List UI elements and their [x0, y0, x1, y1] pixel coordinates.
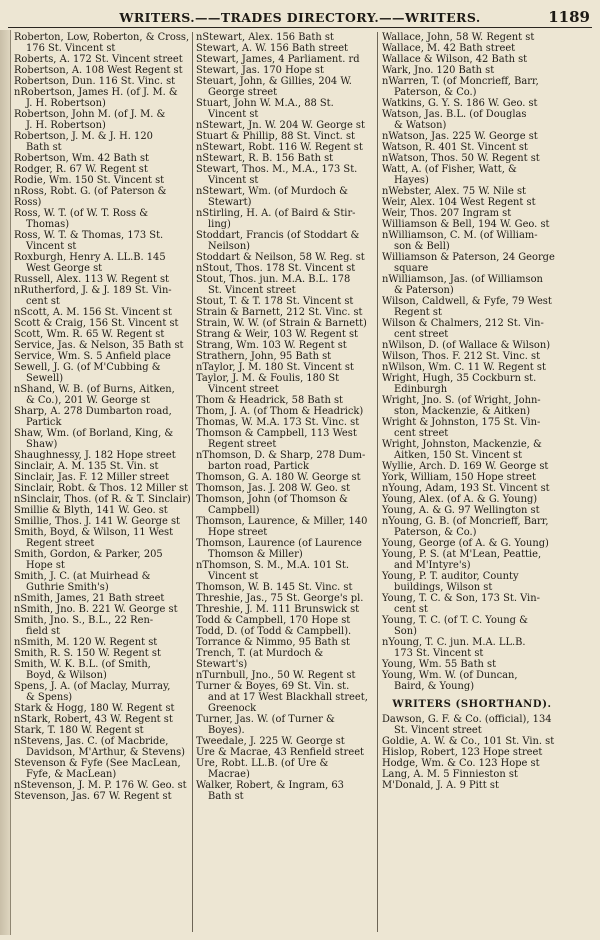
directory-entry-continuation: and at 17 West Blackhall street, [208, 692, 368, 703]
directory-entry: Watt, A. (of Fisher, Watt, & [382, 164, 517, 175]
directory-entry: Taylor, J. M. & Foulis, 180 St [196, 373, 340, 384]
directory-entry: nWatson, Jas. 225 W. George st [382, 131, 538, 142]
directory-entry: Shaw, Wm. (of Borland, King, & [14, 428, 174, 439]
directory-entry-continuation: & Co.), 201 W. George st [26, 395, 150, 406]
directory-entry-continuation: Thomson & Miller) [208, 549, 303, 560]
directory-entry-continuation: St. Vincent street [208, 285, 296, 296]
directory-entry-continuation: Fyfe, & MacLean) [26, 769, 117, 780]
directory-entry: nYoung, G. B. (of Moncrieff, Barr, [382, 516, 549, 527]
directory-entry: nStewart, Jn. W. 204 W. George st [196, 120, 365, 131]
directory-entry-continuation: St. Vincent street [394, 725, 482, 736]
directory-entry: nWebster, Alex. 75 W. Nile st [382, 186, 527, 197]
directory-entry: Williamson & Paterson, 24 George [382, 252, 555, 263]
directory-entry: nWilson, D. (of Wallace & Wilson) [382, 340, 551, 351]
directory-entry: Service, Wm. S. 5 Anfield place [14, 351, 171, 362]
directory-entry-continuation: Vincent st [208, 175, 259, 186]
directory-entry-continuation: son & Bell) [394, 241, 450, 252]
directory-entry: nStevens, Jas. C. (of Macbride, [14, 736, 169, 747]
directory-entry: M'Donald, J. A. 9 Pitt st [382, 780, 499, 791]
directory-entry: nThomson, D. & Sharp, 278 Dum- [196, 450, 366, 461]
directory-entry-continuation: Vincent st [26, 241, 77, 252]
directory-entry-continuation: Regent st [394, 307, 442, 318]
directory-entry-continuation: Boyes). [208, 725, 245, 736]
directory-entry-continuation: Macrae) [208, 769, 250, 780]
directory-entry: Weir, Thos. 207 Ingram st [382, 208, 512, 219]
directory-entry: Wright, Jno. S. (of Wright, John- [382, 395, 541, 406]
directory-entry: Thomson, John (of Thomson & [196, 494, 348, 505]
directory-entry-continuation: J. H. Robertson) [26, 120, 106, 131]
directory-entry: nScott, A. M. 156 St. Vincent st [14, 307, 172, 318]
directory-entry: Service, Jas. & Nelson, 35 Bath st [14, 340, 184, 351]
directory-entry-continuation: cent street [394, 329, 449, 340]
directory-entry: Strain & Barnett, 212 St. Vinc. st [196, 307, 363, 318]
directory-entry: Todd, D. (of Todd & Campbell). [196, 626, 352, 637]
binding-margin [0, 30, 11, 935]
directory-entry: nSmith, Jno. B. 221 W. George st [14, 604, 178, 615]
directory-entry-continuation: barton road, Partick [208, 461, 309, 472]
directory-entry-continuation: cent st [26, 296, 60, 307]
directory-entry-continuation: Bath st [208, 791, 244, 802]
directory-entry-continuation: buildings, Wilson st [394, 582, 493, 593]
directory-entry-continuation: Sewell) [26, 373, 64, 384]
directory-entry: Thom, J. A. (of Thom & Headrick) [196, 406, 364, 417]
directory-entry: Wark, Jno. 120 Bath st [382, 65, 495, 76]
directory-entry-continuation: Stewart) [208, 197, 252, 208]
directory-entry-continuation: Bath st [26, 142, 62, 153]
directory-entry: nStout, Thos. 178 St. Vincent st [196, 263, 356, 274]
directory-entry: Stark & Hogg, 180 W. Regent st [14, 703, 175, 714]
directory-entry: Stark, T. 180 W. Regent st [14, 725, 144, 736]
directory-entry: Ross, W. T. & Thomas, 173 St. [14, 230, 164, 241]
directory-entry: Ure, Robt. LL.B. (of Ure & [196, 758, 329, 769]
directory-entry: Wilson, Caldwell, & Fyfe, 79 West [382, 296, 552, 307]
directory-entry: Torrance & Nimmo, 95 Bath st [196, 637, 350, 648]
directory-entry: Robertson, John M. (of J. M. & [14, 109, 166, 120]
directory-entry-continuation: Paterson, & Co.) [394, 87, 477, 98]
directory-entry: Spens, J. A. (of Maclay, Murray, [14, 681, 171, 692]
directory-entry: Walker, Robert, & Ingram, 63 [196, 780, 344, 791]
column-1 [14, 32, 192, 802]
directory-entry: nSmith, M. 120 W. Regent st [14, 637, 158, 648]
directory-entry: Scott & Craig, 156 St. Vincent st [14, 318, 179, 329]
directory-entry: Strathern, John, 95 Bath st [196, 351, 332, 362]
directory-entry: nTurnbull, Jno., 50 W. Regent st [196, 670, 356, 681]
directory-entry: Stevenson & Fyfe (See MacLean, [14, 758, 181, 769]
directory-entry: Wallace, M. 42 Bath street [382, 43, 516, 54]
directory-entry-continuation: Neilson) [208, 241, 251, 252]
directory-entry: Stoddart & Neilson, 58 W. Reg. st [196, 252, 365, 263]
directory-entry: nRutherford, J. & J. 189 St. Vin- [14, 285, 172, 296]
directory-entry: Sinclair, A. M. 135 St. Vin. st [14, 461, 159, 472]
directory-entry: Watson, R. 401 St. Vincent st [382, 142, 528, 153]
directory-entry: Goldie, A. W. & Co., 101 St. Vin. st [382, 736, 555, 747]
directory-entry: Stout, T. & T. 178 St. Vincent st [196, 296, 354, 307]
page-number: 1189 [548, 8, 590, 26]
directory-entry: nYoung, Adam, 193 St. Vincent st [382, 483, 550, 494]
directory-entry-continuation: ling) [208, 219, 231, 230]
directory-entry: Threshie, J. M. 111 Brunswick st [196, 604, 360, 615]
directory-entry-continuation: Edinburgh [394, 384, 448, 395]
directory-entry: Robertson, J. M. & J. H. 120 [14, 131, 153, 142]
directory-entry: Smillie, Thos. J. 141 W. George st [14, 516, 181, 527]
directory-entry-continuation: Shaw) [26, 439, 58, 450]
directory-entry-continuation: 173 St. Vincent st [394, 648, 484, 659]
directory-entry: Stewart, Thos. M., M.A., 173 St. [196, 164, 358, 175]
directory-entry: Thomas, W. M.A. 173 St. Vinc. st [196, 417, 360, 428]
directory-entry: Steuart, John, & Gillies, 204 W. [196, 76, 352, 87]
directory-entry: nTaylor, J. M. 180 St. Vincent st [196, 362, 354, 373]
directory-entry: nWatson, Thos. 50 W. Regent st [382, 153, 540, 164]
directory-entry: Ross, W. T. (of W. T. Ross & [14, 208, 149, 219]
directory-entry-continuation: Regent street [208, 439, 277, 450]
directory-entry-continuation: J. H. Robertson) [26, 98, 106, 109]
directory-entry: Sinclair, Robt. & Thos. 12 Miller st [14, 483, 189, 494]
directory-entry: nWilson, Wm. C. 11 W. Regent st [382, 362, 546, 373]
directory-entry-continuation: Hope st [26, 560, 65, 571]
directory-entry: Weir, Alex. 104 West Regent st [382, 197, 536, 208]
directory-entry: Lang, A. M. 5 Finnieston st [382, 769, 518, 780]
directory-entry: Stuart & Phillip, 88 St. Vinct. st [196, 131, 355, 142]
directory-entry: Todd & Campbell, 170 Hope st [196, 615, 351, 626]
section-heading: WRITERS (SHORTHAND). [392, 699, 552, 710]
directory-entry-continuation: and M'Intyre's) [394, 560, 471, 571]
directory-entry-continuation: Hayes) [394, 175, 429, 186]
directory-entry: Stewart, James, 4 Parliament. rd [196, 54, 360, 65]
directory-entry: nStirling, H. A. (of Baird & Stir- [196, 208, 356, 219]
directory-entry: Smith, Jno. S., B.L., 22 Ren- [14, 615, 154, 626]
directory-entry: Young, Wm. 55 Bath st [382, 659, 497, 670]
directory-entry-continuation: Davidson, M'Arthur, & Stevens) [26, 747, 186, 758]
directory-entry: Smith, J. C. (at Muirhead & [14, 571, 151, 582]
directory-entry: Thomson, Laurence, & Miller, 140 [196, 516, 368, 527]
directory-entry: Rodger, R. 67 W. Regent st [14, 164, 148, 175]
directory-entry: Stoddart, Francis (of Stoddart & [196, 230, 360, 241]
directory-entry: Stuart, John W. M.A., 88 St. [196, 98, 334, 109]
directory-entry: Sharp, A. 278 Dumbarton road, [14, 406, 172, 417]
directory-entry: Robertson, Dun. 116 St. Vinc. st [14, 76, 176, 87]
directory-entry-continuation: Paterson, & Co.) [394, 527, 477, 538]
directory-entry: Smith, R. S. 150 W. Regent st [14, 648, 161, 659]
column-2 [196, 32, 374, 802]
directory-entry: nYoung, T. C. jun. M.A. LL.B. [382, 637, 526, 648]
directory-entry-continuation: Son) [394, 626, 417, 637]
directory-entry: Wallace & Wilson, 42 Bath st [382, 54, 528, 65]
directory-entry: nStark, Robert, 43 W. Regent st [14, 714, 173, 725]
directory-entry: Thomson & Campbell, 113 West [196, 428, 357, 439]
directory-entry-continuation: George street [208, 87, 278, 98]
directory-entry: nStevenson, J. M. P. 176 W. Geo. st [14, 780, 187, 791]
column-divider [192, 32, 193, 932]
header-rule [8, 27, 592, 28]
directory-entry-continuation: square [394, 263, 429, 274]
directory-entry: nStewart, R. B. 156 Bath st [196, 153, 334, 164]
directory-entry: Robertson, A. 108 West Regent st [14, 65, 183, 76]
directory-entry-continuation: Greenock [208, 703, 257, 714]
directory-entry: Hislop, Robert, 123 Hope street [382, 747, 543, 758]
directory-entry: Thom & Headrick, 58 Bath st [196, 395, 344, 406]
directory-entry: Smith, Boyd, & Wilson, 11 West [14, 527, 174, 538]
directory-entry: Wright & Johnston, 175 St. Vin- [382, 417, 541, 428]
directory-entry-continuation: field st [26, 626, 61, 637]
directory-entry: Wilson & Chalmers, 212 St. Vin- [382, 318, 544, 329]
directory-entry: nWarren, T. (of Moncrieff, Barr, [382, 76, 539, 87]
directory-entry: Wright, Hugh, 35 Cockburn st. [382, 373, 537, 384]
directory-entry: Young, George (of A. & G. Young) [382, 538, 549, 549]
column-divider [377, 32, 378, 932]
directory-entry-continuation: cent st [394, 604, 428, 615]
directory-entry: Turner, Jas. W. (of Turner & [196, 714, 335, 725]
directory-entry: Williamson & Bell, 194 W. Geo. st [382, 219, 550, 230]
directory-entry: Smith, W. K. B.L. (of Smith, [14, 659, 151, 670]
directory-entry: Thomson, G. A. 180 W. George st [196, 472, 361, 483]
directory-entry: Wyllie, Arch. D. 169 W. George st [382, 461, 549, 472]
directory-entry-continuation: Aitken, 150 St. Vincent st [394, 450, 523, 461]
directory-entry: Smith, Gordon, & Parker, 205 [14, 549, 163, 560]
directory-entry: Young, A. & G. 97 Wellington st [382, 505, 540, 516]
directory-entry-continuation: ston, Mackenzie, & Aitken) [394, 406, 531, 417]
directory-entry-continuation: Guthrie Smith's) [26, 582, 109, 593]
directory-entry: Young, T. C. & Son, 173 St. Vin- [382, 593, 540, 604]
directory-entry: Roberts, A. 172 St. Vincent street [14, 54, 183, 65]
directory-entry: nStewart, Alex. 156 Bath st [196, 32, 334, 43]
directory-entry: Wright, Johnston, Mackenzie, & [382, 439, 542, 450]
directory-entry: Dawson, G. F. & Co. (official), 134 [382, 714, 552, 725]
directory-entry: Watson, Jas. B.L. (of Douglas [382, 109, 527, 120]
directory-entry-continuation: & Watson) [394, 120, 447, 131]
directory-entry-continuation: Vincent st [208, 109, 259, 120]
directory-entry: nShand, W. B. (of Burns, Aitken, [14, 384, 175, 395]
directory-entry: Young, P. S. (at M'Lean, Peattie, [382, 549, 542, 560]
directory-entry: York, William, 150 Hope street [382, 472, 536, 483]
directory-entry: Strang, Wm. 103 W. Regent st [196, 340, 347, 351]
directory-entry: Young, Wm. W. (of Duncan, [382, 670, 518, 681]
directory-entry: Smillie & Blyth, 141 W. Geo. st [14, 505, 168, 516]
directory-entry: Roxburgh, Henry A. LL.B. 145 [14, 252, 166, 263]
directory-entry: Stevenson, Jas. 67 W. Regent st [14, 791, 172, 802]
directory-entry: Thomson, W. B. 145 St. Vinc. st [196, 582, 353, 593]
directory-entry-continuation: West George st [26, 263, 103, 274]
directory-entry: nRoss, Robt. G. (of Paterson & Ross) [14, 186, 167, 208]
directory-entry: nStewart, Robt. 116 W. Regent st [196, 142, 363, 153]
running-title: WRITERS.——TRADES DIRECTORY.——WRITERS. [119, 10, 481, 25]
directory-entry: Sinclair, Jas. F. 12 Miller street [14, 472, 170, 483]
directory-entry: Tweedale, J. 225 W. George st [196, 736, 345, 747]
directory-entry-continuation: Vincent street [208, 384, 279, 395]
directory-entry: Hodge, Wm. & Co. 123 Hope st [382, 758, 540, 769]
directory-entry-continuation: Vincent st [208, 571, 259, 582]
directory-entry: Russell, Alex. 113 W. Regent st [14, 274, 169, 285]
directory-entry: nStewart, Wm. (of Murdoch & [196, 186, 348, 197]
directory-entry: nRobertson, James H. (of J. M. & [14, 87, 178, 98]
directory-entry-continuation: cent street [394, 428, 449, 439]
directory-entry: Threshie, Jas., 75 St. George's pl. [196, 593, 364, 604]
directory-entry: nWilliamson, C. M. (of William- [382, 230, 538, 241]
directory-entry: Rodie, Wm. 150 St. Vincent st [14, 175, 165, 186]
directory-entry-continuation: Campbell) [208, 505, 260, 516]
directory-entry-continuation: Regent street [26, 538, 95, 549]
directory-entry: Scott, Wm. R. 65 W. Regent st [14, 329, 165, 340]
directory-entry: Wilson, Thos. F. 212 St. Vinc. st [382, 351, 541, 362]
directory-entry: Sewell, J. G. (of M'Cubbing & [14, 362, 161, 373]
directory-entry-continuation: 176 St. Vincent st [26, 43, 116, 54]
directory-entry: Strang & Weir, 103 W. Regent st [196, 329, 358, 340]
directory-entry: Stewart, A. W. 156 Bath street [196, 43, 349, 54]
directory-entry: Robertson, Wm. 42 Bath st [14, 153, 150, 164]
directory-entry: nThomson, S. M., M.A. 101 St. [196, 560, 350, 571]
directory-entry: Strain, W. W. (of Strain & Barnett) [196, 318, 367, 329]
directory-entry: Stout, Thos. jun. M.A. B.L. 178 [196, 274, 351, 285]
directory-entry-continuation: Thomas) [26, 219, 70, 230]
directory-entry: Thomson, Laurence (of Laurence [196, 538, 362, 549]
directory-entry-continuation: Baird, & Young) [394, 681, 475, 692]
directory-entry: Young, Alex. (of A. & G. Young) [382, 494, 538, 505]
directory-entry-continuation: & Paterson) [394, 285, 454, 296]
directory-entry: Young, T. C. (of T. C. Young & [382, 615, 528, 626]
directory-entry-continuation: Hope street [208, 527, 268, 538]
directory-entry: Watkins, G. Y. S. 186 W. Geo. st [382, 98, 538, 109]
directory-entry: Ure & Macrae, 43 Renfield street [196, 747, 365, 758]
directory-entry: nSinclair, Thos. (of R. & T. Sinclair) [14, 494, 191, 505]
directory-entry: Roberton, Low, Roberton, & Cross, [14, 32, 190, 43]
directory-entry-continuation: & Spens) [26, 692, 73, 703]
directory-entry: Turner & Boyes, 69 St. Vin. st. [196, 681, 350, 692]
directory-entry-continuation: Partick [26, 417, 62, 428]
directory-entry: Young, P. T. auditor, County [382, 571, 519, 582]
directory-entry: nWilliamson, Jas. (of Williamson [382, 274, 543, 285]
directory-entry: Stewart, Jas. 170 Hope st [196, 65, 324, 76]
directory-entry: Thomson, Jas. J. 208 W. Geo. st [196, 483, 351, 494]
directory-entry-continuation: Boyd, & Wilson) [26, 670, 107, 681]
directory-entry: Trench, T. (at Murdoch & Stewart's) [196, 648, 324, 670]
column-3 [382, 32, 562, 791]
directory-entry: nSmith, James, 21 Bath street [14, 593, 165, 604]
directory-entry: Wallace, John, 58 W. Regent st [382, 32, 535, 43]
directory-entry: Shaughnessy, J. 182 Hope street [14, 450, 176, 461]
